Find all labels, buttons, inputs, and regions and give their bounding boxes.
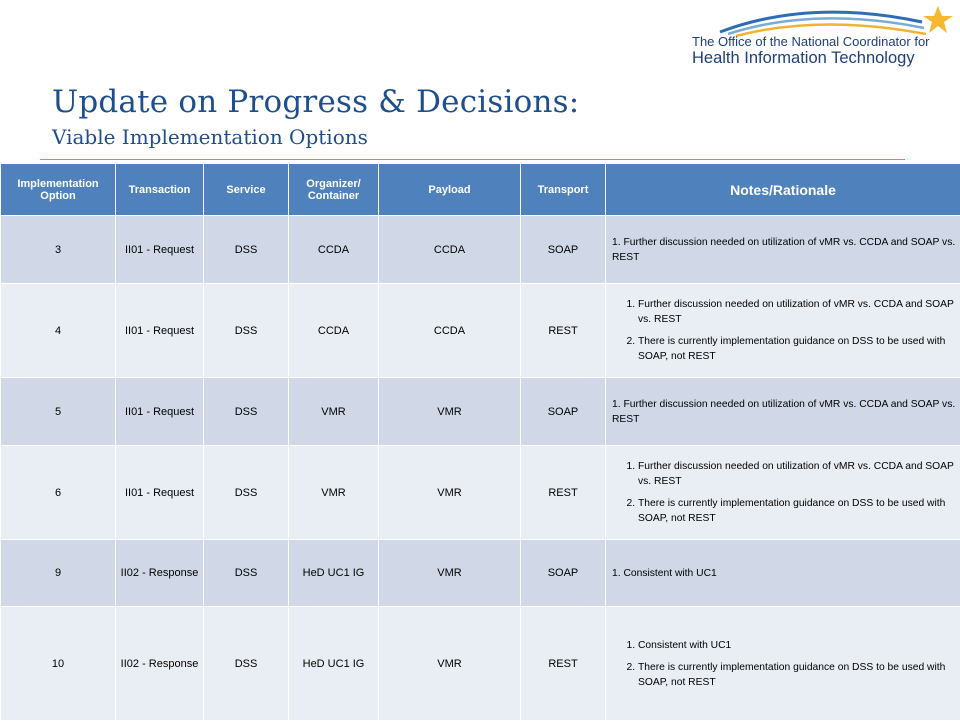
logo-line-2: Health Information Technology (692, 49, 915, 68)
note-item: 1. Further discussion needed on utilization of vMR vs. CCDA and SOAP vs. REST (612, 235, 956, 265)
cell-transaction: II01 - Request (116, 284, 204, 378)
table-header-row (1, 164, 960, 216)
page-subtitle: Viable Implementation Options (52, 125, 368, 149)
cell-transport: SOAP (521, 540, 606, 607)
header-notes: Notes/Rationale (606, 164, 960, 216)
cell-transaction: II02 - Response (116, 540, 204, 607)
header-transport: Transport (521, 164, 606, 216)
cell-transport: SOAP (521, 378, 606, 446)
cell-service: DSS (204, 607, 289, 721)
cell-transport: REST (521, 284, 606, 378)
table-row (1, 607, 960, 721)
cell-option: 6 (1, 446, 116, 540)
header-payload: Payload (379, 164, 521, 216)
cell-notes (606, 216, 960, 284)
cell-service: DSS (204, 216, 289, 284)
cell-payload: CCDA (379, 284, 521, 378)
cell-service: DSS (204, 446, 289, 540)
cell-option: 3 (1, 216, 116, 284)
cell-transport: REST (521, 446, 606, 540)
note-item: 1. Further discussion needed on utilization of vMR vs. CCDA and SOAP vs. REST (638, 459, 956, 489)
page-title: Update on Progress & Decisions: (52, 84, 579, 120)
cell-notes (606, 607, 960, 721)
table-row (1, 540, 960, 607)
logo-line-1: The Office of the National Coordinator for (692, 34, 930, 49)
cell-organizer: CCDA (289, 216, 379, 284)
cell-transaction: II01 - Request (116, 446, 204, 540)
cell-transaction: II02 - Response (116, 607, 204, 721)
cell-notes (606, 540, 960, 607)
cell-transport: REST (521, 607, 606, 721)
cell-organizer: HeD UC1 IG (289, 540, 379, 607)
cell-notes (606, 284, 960, 378)
cell-payload: VMR (379, 378, 521, 446)
table-row (1, 284, 960, 378)
note-item: 1. Further discussion needed on utilization of vMR vs. CCDA and SOAP vs. REST (638, 297, 956, 327)
notes-list (612, 297, 956, 364)
cell-option: 5 (1, 378, 116, 446)
cell-payload: VMR (379, 607, 521, 721)
cell-payload: VMR (379, 540, 521, 607)
cell-transaction: II01 - Request (116, 378, 204, 446)
cell-organizer: VMR (289, 378, 379, 446)
note-item: 1. Further discussion needed on utilization of vMR vs. CCDA and SOAP vs. REST (612, 397, 956, 427)
cell-organizer: HeD UC1 IG (289, 607, 379, 721)
notes-list (612, 459, 956, 526)
implementation-options-table (0, 163, 960, 721)
cell-notes (606, 378, 960, 446)
cell-service: DSS (204, 378, 289, 446)
cell-organizer: CCDA (289, 284, 379, 378)
header-organizer: Organizer/ Container (289, 164, 379, 216)
cell-option: 4 (1, 284, 116, 378)
onc-logo (690, 4, 955, 70)
cell-organizer: VMR (289, 446, 379, 540)
note-item: 2. There is currently implementation guidance on DSS to be used with SOAP, not REST (638, 660, 956, 690)
cell-payload: CCDA (379, 216, 521, 284)
title-divider (40, 159, 905, 160)
cell-transport: SOAP (521, 216, 606, 284)
note-item: 1. Consistent with UC1 (612, 566, 956, 581)
notes-list (612, 638, 956, 690)
cell-option: 10 (1, 607, 116, 721)
table-row (1, 378, 960, 446)
header-service: Service (204, 164, 289, 216)
header-transaction: Transaction (116, 164, 204, 216)
header-option: Implementation Option (1, 164, 116, 216)
table-row (1, 216, 960, 284)
note-item: 2. There is currently implementation guidance on DSS to be used with SOAP, not REST (638, 496, 956, 526)
cell-payload: VMR (379, 446, 521, 540)
note-item: 1. Consistent with UC1 (638, 638, 956, 653)
note-item: 2. There is currently implementation guidance on DSS to be used with SOAP, not REST (638, 334, 956, 364)
cell-service: DSS (204, 540, 289, 607)
cell-service: DSS (204, 284, 289, 378)
cell-option: 9 (1, 540, 116, 607)
cell-notes (606, 446, 960, 540)
table-row (1, 446, 960, 540)
cell-transaction: II01 - Request (116, 216, 204, 284)
